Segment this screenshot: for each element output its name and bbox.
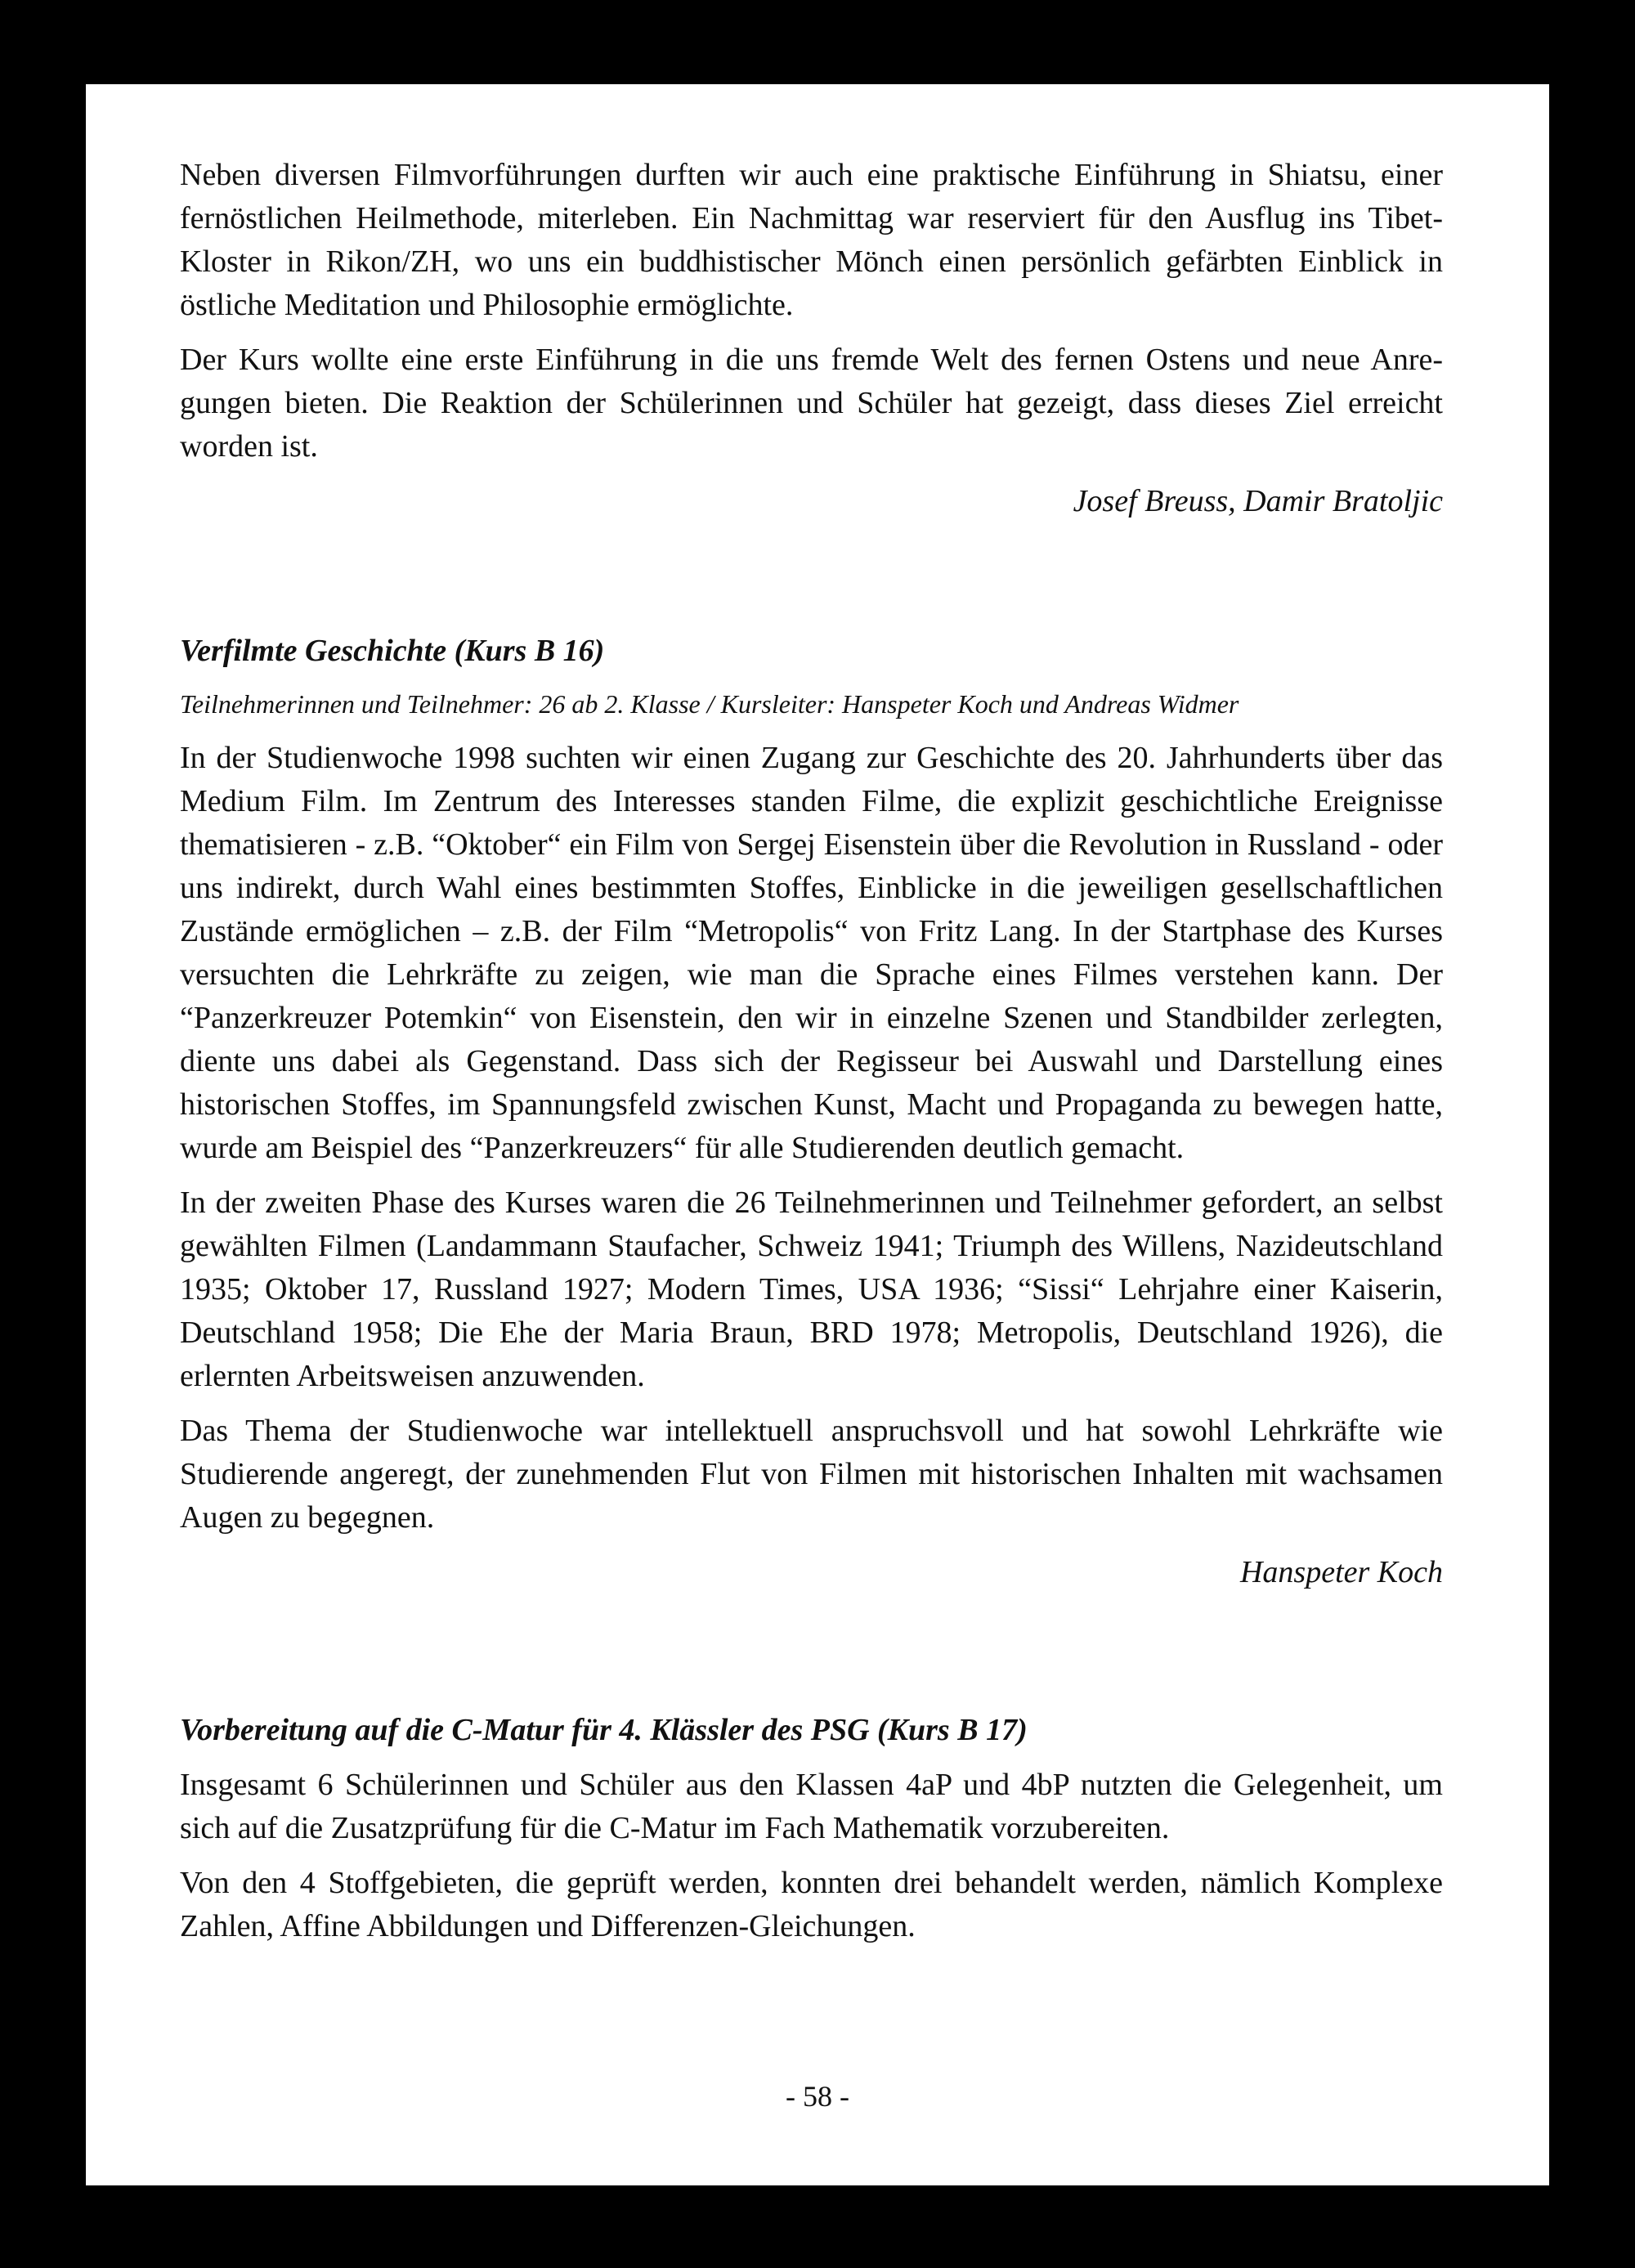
section-spacer (180, 535, 1443, 630)
course-details: Teilnehmerinnen und Teilnehmer: 26 ab 2. Klasse / Kursleiter: Hanspeter Koch und Andreas Widmer (180, 689, 1239, 719)
paragraph: In der zweiten Phase des Kurses waren die 26 Teilnehmerinnen und Teilnehmer gefordert, an selbst gewählten Filmen (Landammann Staufacher, Schweiz 1941; Triumph des Willens, Nazideutschland 1935; Oktober 17, Russland 1927; Modern Times, USA 1936; “Sissi“ Lehrjahre einer Kaiserin, Deutschland 1958; Die Ehe der Maria Braun, BRD 1978; Metropolis, Deutschland 1926), die erlernten Arbeitsweisen anzuwenden. (180, 1186, 1443, 1393)
paragraph: Insgesamt 6 Schülerinnen und Schüler aus den Klassen 4aP und 4bP nutzten die Gelegenheit, um sich auf die Zusatzprüfung für die C-Matur im Fach Mathematik vorzubereiten. (180, 1768, 1443, 1845)
author-signature: Hanspeter Koch (1239, 1555, 1443, 1589)
paragraph: In der Studienwoche 1998 suchten wir einen Zugang zur Geschichte des 20. Jahrhunderts über das Medium Film. Im Zentrum des Interesses standen Filme, die explizit geschichtliche Ereignisse thematisieren - z.B. “Oktober“ ein Film von Sergej Eisenstein über die Revolution in Russland - oder uns indirekt, durch Wahl eines bestimmten Stoffes, Einblicke in die jeweiligen gesellschaftlichen Zustände ermöglichen – z.B. der Film “Metropolis“ von Fritz Lang. In der Startphase des Kurses versuchten die Lehrkräfte zu zeigen, wie man die Sprache eines Filmes verstehen kann. Der “Panzerkreuzer Potemkin“ von Eisenstein, den wir in einzelne Szenen und Standbilder zerlegten, diente uns dabei als Gegenstand. Dass sich der Regisseur bei Auswahl und Darstellung eines historischen Stoffes, im Spannungsfeld zwischen Kunst, Macht und Propaganda zu bewegen hatte, wurde am Beispiel des “Panzerkreuzers“ für alle Studierenden deutlich gemacht. (180, 741, 1443, 1165)
page-number: - 58 - (786, 2080, 849, 2113)
author-signature: Josef Breuss, Damir Bratoljic (1073, 484, 1443, 518)
document-page (86, 84, 1549, 2185)
paragraph: Neben diversen Filmvorführungen durften wir auch eine praktische Einführung in Shiatsu, einer fernöstlichen Heilmethode, miterleben. Ein Nachmittag war reserviert für den Ausflug ins Tibet-Kloster in Rikon/ZH, wo uns ein buddhistischer Mönch einen persönlich gefärbten Einblick in östliche Meditation und Philosophie ermöglichte. (180, 158, 1443, 322)
paragraph: Von den 4 Stoffgebieten, die geprüft werden, konnten drei behandelt werden, nämlich Komplexe Zahlen, Affine Abbildungen und Differenzen-Gleichungen. (180, 1866, 1443, 1943)
section-spacer (180, 1606, 1443, 1709)
section-title: Vorbereitung auf die C-Matur für 4. Klässler des PSG (Kurs B 17) (180, 1713, 1028, 1747)
page-content (180, 154, 1443, 1960)
paragraph: Der Kurs wollte eine erste Einführung in die uns fremde Welt des fernen Ostens und neue Anregungen bieten. Die Reaktion der Schülerinnen und Schüler hat gezeigt, dass dieses Ziel erreicht worden ist. (180, 343, 1443, 464)
paragraph: Das Thema der Studienwoche war intellektuell anspruchsvoll und hat sowohl Lehrkräfte wie Studierende angeregt, der zunehmenden Flut von Filmen mit historischen Inhalten mit wachsamen Augen zu begegnen. (180, 1414, 1443, 1535)
section-title: Verfilmte Geschichte (Kurs B 16) (180, 634, 605, 668)
